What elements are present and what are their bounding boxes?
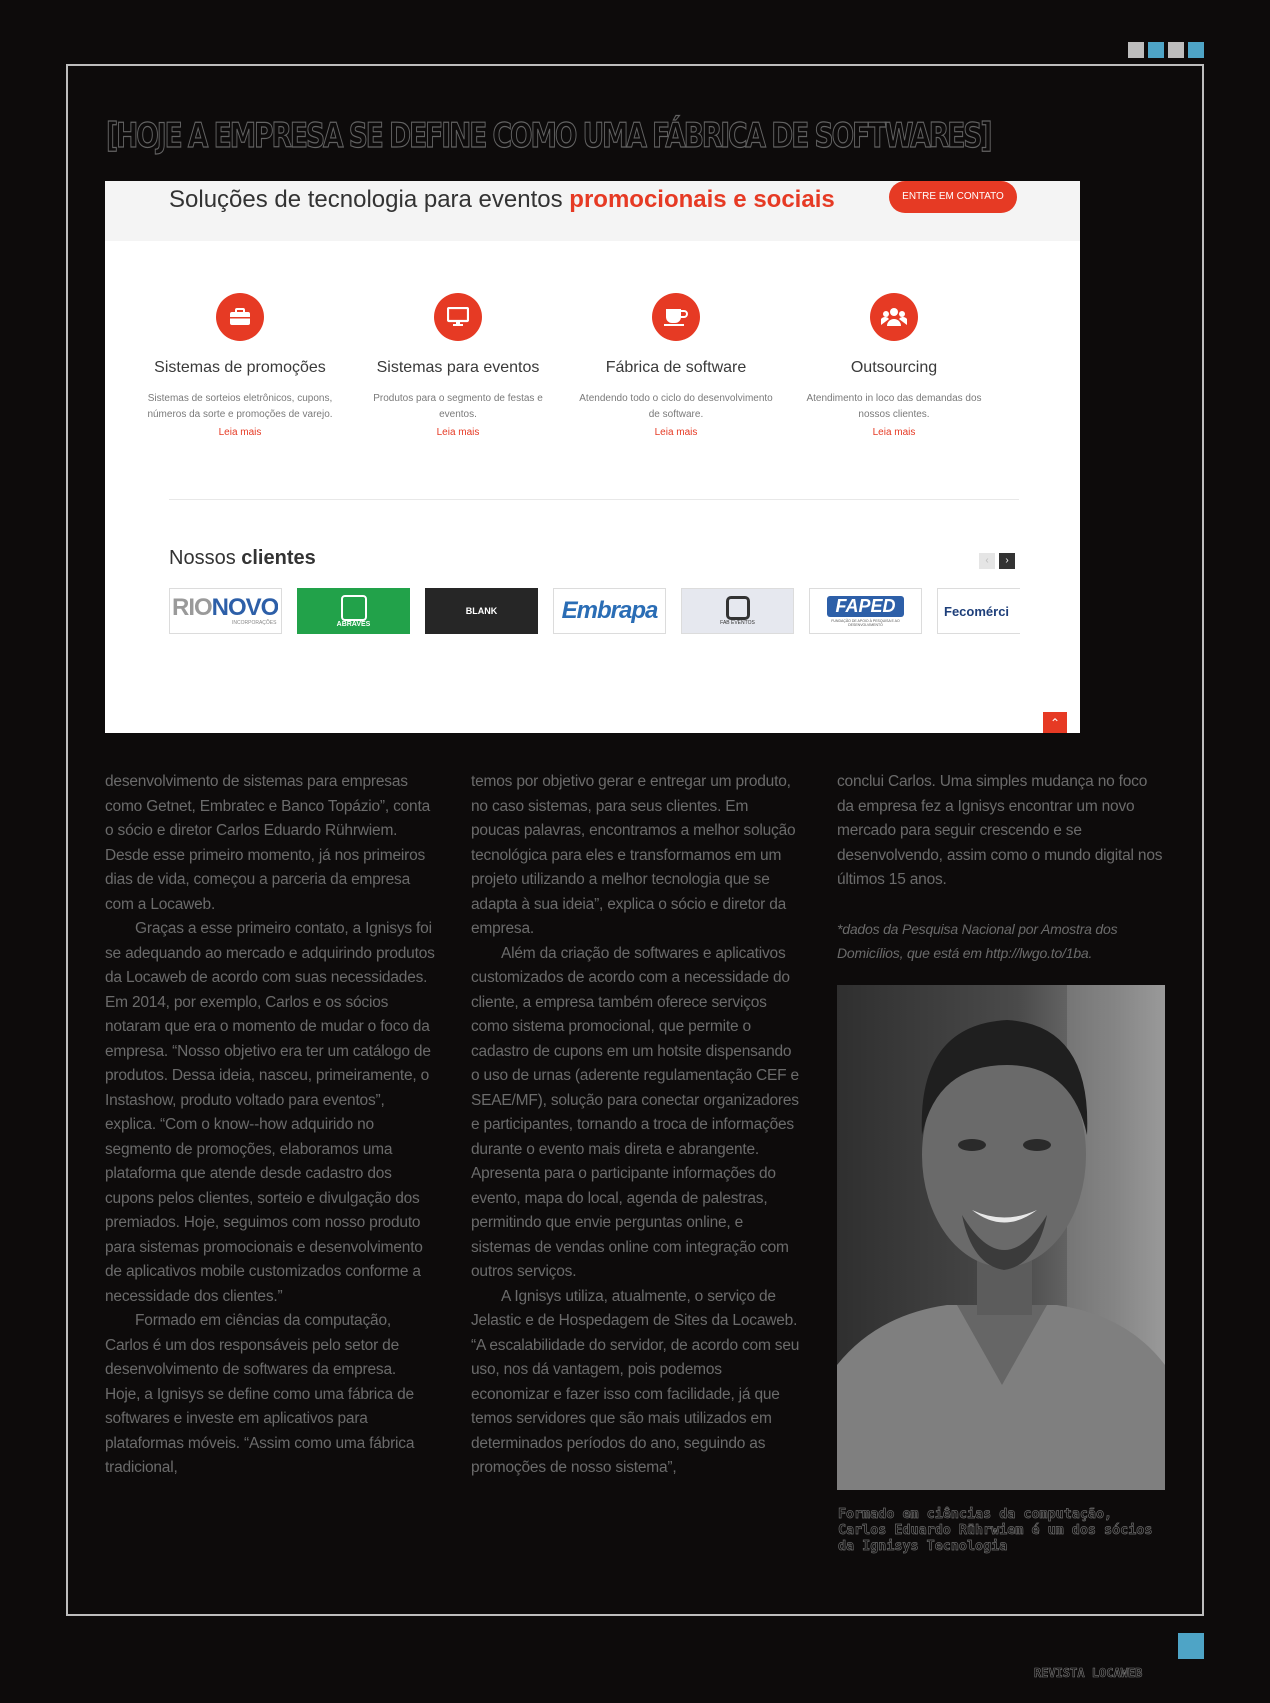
monitor-icon [434, 293, 482, 341]
faped-wordmark: FAPED [827, 596, 903, 617]
feature-title: Sistemas para eventos [376, 359, 540, 376]
client-logo-rionovo[interactable] [169, 588, 282, 634]
fab-eventos-emblem-icon [726, 596, 750, 620]
magazine-name: REVISTA LOCAWEB [1034, 1666, 1143, 1680]
website-title-plain: Soluções de tecnologia para eventos [169, 186, 570, 213]
users-icon [870, 293, 918, 341]
carousel-next-icon[interactable]: › [999, 553, 1015, 569]
client-logo-blank[interactable]: BLANK [425, 588, 538, 634]
feature-title: Sistemas de promoções [154, 359, 326, 376]
feature-description: Atendimento in loco das demandas dos nossos clientes. [806, 393, 982, 420]
client-logo-fecomercio[interactable]: Fecomérci [937, 588, 1020, 634]
rionovo-subtitle: INCORPORAÇÕES [232, 620, 277, 626]
contact-button[interactable]: ENTRE EM CONTATO [889, 181, 1017, 213]
abraves-emblem-icon [341, 595, 367, 621]
website-title-highlight: promocionais e sociais [569, 186, 835, 213]
read-more-link[interactable]: Leia mais [436, 427, 480, 438]
feature-title: Outsourcing [850, 359, 938, 376]
paragraph: Formado em ciências da computação, Carlos é um dos responsáveis pelo setor de desenvolvimento de softwares da empresa. Hoje, a Ignisys se define como uma fábrica de softwares e investe em aplicativos para plataformas móveis. “Assim como uma fábrica tradicional, [105, 1312, 415, 1476]
paragraph: desenvolvimento de sistemas para empresas como Getnet, Embratec e Banco Topázio”, conta o sócio e diretor Carlos Eduardo Rührwiem. Desde esse primeiro momento, já nos primeiros dias de vida, começou a parceria da empresa com a Locaweb. [105, 773, 431, 913]
section-divider [169, 499, 1019, 500]
read-more-link[interactable]: Leia mais [654, 427, 698, 438]
headline: [HOJE A EMPRESA SE DEFINE COMO UMA FÁBRICA DE SOFTWARES] [106, 116, 991, 156]
clients-heading-bold: clientes [241, 547, 316, 569]
feature-promocoes [140, 293, 340, 438]
feature-description: Sistemas de sorteios eletrônicos, cupons, números da sorte e promoções de varejo. [147, 393, 333, 420]
chevron-up-icon: ⌃ [1049, 716, 1061, 730]
feature-description: Produtos para o segmento de festas e eventos. [373, 393, 543, 420]
scroll-top-button[interactable] [1043, 712, 1067, 733]
rionovo-wordmark: RIONOVO [172, 594, 279, 621]
article-column-1 [105, 770, 435, 1481]
paragraph: A Ignisys utiliza, atualmente, o serviço de Jelastic e de Hospedagem de Sites da Locaweb. “A escalabilidade do servidor, de acordo com seu uso, nos dá vantagem, pois podemos economizar e fazer isso com facilidade, já que temos servidores que são mais utilizados em determinados períodos do ano, seguindo as promoções de nosso sistema”, [471, 1287, 800, 1476]
feature-title: Fábrica de software [605, 359, 747, 376]
abraves-wordmark: ABRAVES [336, 620, 371, 628]
faped-subtitle: FUNDAÇÃO DE APOIO À PESQUISA E AO DESENVOLVIMENTO [831, 618, 900, 627]
portrait-photo [837, 985, 1165, 1490]
feature-outsourcing [794, 293, 994, 438]
article-column-3 [837, 770, 1167, 966]
feature-fabrica [576, 293, 776, 438]
clients-heading-plain: Nossos [169, 547, 242, 569]
page-marker-squares [1128, 42, 1204, 58]
briefcase-icon [216, 293, 264, 341]
feature-description: Atendendo todo o ciclo do desenvolvimento de software. [579, 393, 773, 420]
marker-square [1128, 42, 1144, 58]
client-logo-abraves[interactable] [297, 588, 410, 634]
coffee-cup-icon [652, 293, 700, 341]
footnote: *dados da Pesquisa Nacional por Amostra dos Domicílios, que está em http://lwgo.to/1ba. [837, 920, 1118, 961]
marker-square [1148, 42, 1164, 58]
paragraph: Além da criação de softwares e aplicativos customizados de acordo com a necessidade do cliente, a empresa também oferece serviços como sistema promocional, que permite o cadastro de cupons em um hotsite dispensando o uso de urnas (aderente regulamentação CEF e SEAE/MF), solução para conectar organizadores e participantes, tornando a troca de informações durante o evento mais direta e abrangente. Apresenta para o participante informações do evento, mapa do local, agenda de palestras, permitindo que envie perguntas online, e sistemas de vendas online com integração com outros serviços. [471, 944, 799, 1280]
website-title [169, 186, 835, 214]
marker-square [1188, 42, 1204, 58]
footer-accent-square [1178, 1633, 1204, 1659]
paragraph: Graças a esse primeiro contato, a Ignisys foi se adequando ao mercado e adquirindo produtos da Locaweb de acordo com suas necessidades. Em 2014, por exemplo, Carlos e os sócios notaram que era o momento de mudar o foco da empresa. “Nosso objetivo era ter um catálogo de produtos. Dessa ideia, nasceu, primeiramente, o Instashow, produto voltado para eventos”, explica. “Com o know--how adquirido no segmento de promoções, elaboramos uma plataforma que atende desde cadastro dos cupons pelos clientes, sorteio e divulgação dos premiados. Hoje, seguimos com nosso produto para sistemas promocionais e desenvolvimento de aplicativos mobile customizados conforme a necessidade dos clientes.” [105, 920, 435, 1305]
client-logo-faped[interactable] [809, 588, 922, 634]
fab-eventos-wordmark: FAB EVENTOS [720, 620, 755, 626]
marker-square [1168, 42, 1184, 58]
paragraph: temos por objetivo gerar e entregar um produto, no caso sistemas, para seus clientes. Em poucas palavras, encontramos a melhor solução tecnológica para eles e transformamos em um projeto utilizando a melhor tecnologia que se adapta à sua ideia”, explica o sócio e diretor da empresa. [471, 773, 796, 937]
feature-eventos [358, 293, 558, 438]
carousel-prev-icon[interactable]: ‹ [979, 553, 995, 569]
photo-caption: Formado em ciências da computação, Carlos Eduardo Rührwiem é um dos sócios da Ignisys Tecnologia [838, 1507, 1153, 1554]
client-logo-fab-eventos[interactable] [681, 588, 794, 634]
client-logo-embrapa[interactable]: Embrapa [553, 588, 666, 634]
read-more-link[interactable]: Leia mais [218, 427, 262, 438]
website-screenshot [105, 181, 1080, 733]
clients-heading [169, 547, 316, 570]
read-more-link[interactable]: Leia mais [872, 427, 916, 438]
article-column-2 [471, 770, 801, 1481]
paragraph: conclui Carlos. Uma simples mudança no foco da empresa fez a Ignisys encontrar um novo mercado para seguir crescendo e se desenvolvendo, assim como o mundo digital nos últimos 15 anos. [837, 773, 1163, 888]
